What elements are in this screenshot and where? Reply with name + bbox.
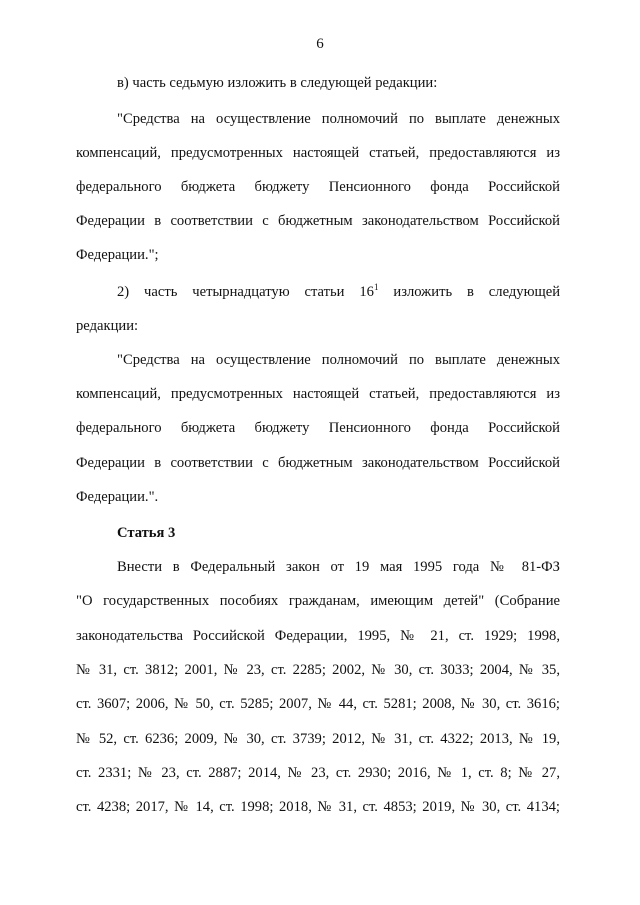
text-line: Федерации.". (76, 489, 159, 505)
text-line: Федерации в соответствии с бюджетным законодательством Российской (76, 213, 560, 229)
page-number: 6 (316, 36, 324, 52)
text-line: компенсаций, предусмотренных настоящей статьей, предоставляются из (76, 145, 560, 161)
text-line: в) часть седьмую изложить в следующей редакции: (117, 75, 438, 91)
text-segment: изложить в следующей (378, 284, 561, 300)
superscript: 1 (373, 282, 379, 292)
text-segment: 2) часть четырнадцатую статьи 16 (117, 284, 374, 300)
text-line (117, 283, 560, 301)
text-line: Федерации."; (76, 247, 159, 263)
text-line: Внести в Федеральный закон от 19 мая 1995 года № 81-ФЗ (117, 559, 560, 575)
text-line: федерального бюджета бюджету Пенсионного фонда Российской (76, 420, 560, 436)
text-line: № 31, ст. 3812; 2001, № 23, ст. 2285; 2002, № 30, ст. 3033; 2004, № 35, (76, 662, 560, 678)
text-line: № 52, ст. 6236; 2009, № 30, ст. 3739; 2012, № 31, ст. 4322; 2013, № 19, (76, 731, 560, 747)
article-heading: Статья 3 (117, 525, 176, 541)
text-line: редакции: (76, 318, 139, 334)
text-line: "О государственных пособиях гражданам, имеющим детей" (Собрание (76, 593, 560, 609)
text-line: ст. 4238; 2017, № 14, ст. 1998; 2018, № 31, ст. 4853; 2019, № 30, ст. 4134; (76, 799, 560, 815)
text-line: "Средства на осуществление полномочий по выплате денежных (117, 352, 560, 368)
text-line: "Средства на осуществление полномочий по выплате денежных (117, 111, 560, 127)
text-line: ст. 2331; № 23, ст. 2887; 2014, № 23, ст. 2930; 2016, № 1, ст. 8; № 27, (76, 765, 560, 781)
text-line: законодательства Российской Федерации, 1995, № 21, ст. 1929; 1998, (76, 628, 560, 644)
text-line: ст. 3607; 2006, № 50, ст. 5285; 2007, № 44, ст. 5281; 2008, № 30, ст. 3616; (76, 696, 560, 712)
text-line: Федерации в соответствии с бюджетным законодательством Российской (76, 455, 560, 471)
text-line: федерального бюджета бюджету Пенсионного фонда Российской (76, 179, 560, 195)
text-line: компенсаций, предусмотренных настоящей статьей, предоставляются из (76, 386, 560, 402)
